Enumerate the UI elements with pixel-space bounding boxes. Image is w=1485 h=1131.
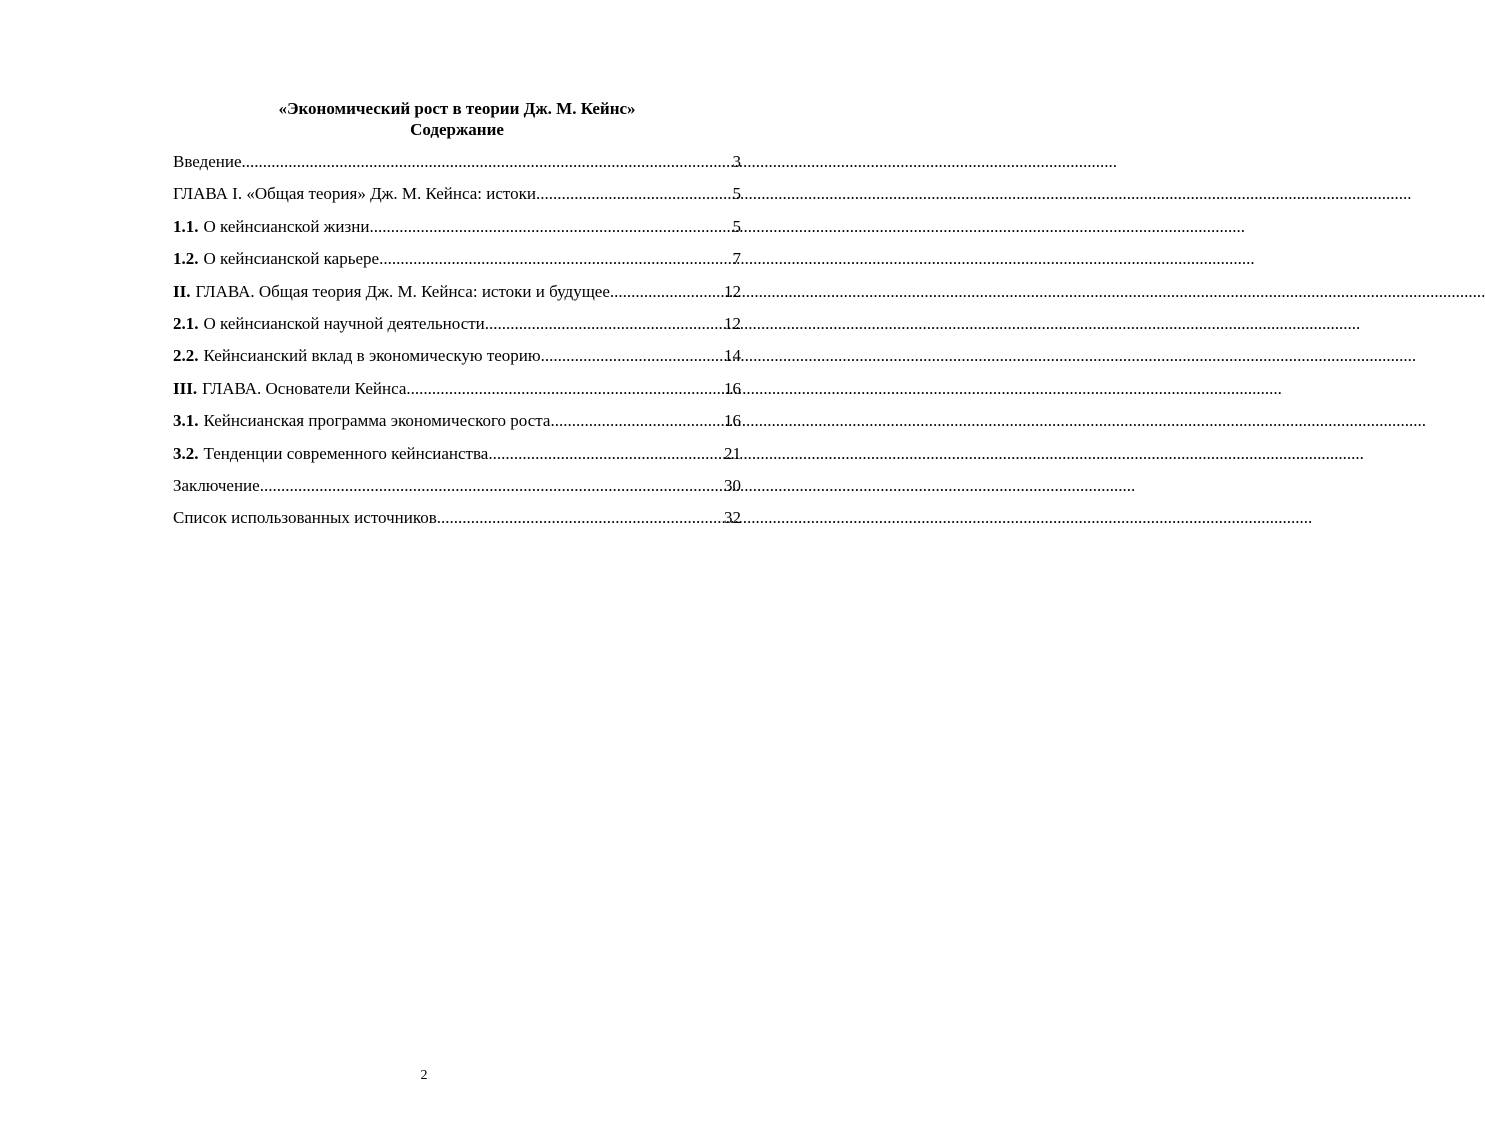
toc-entry[interactable] (173, 409, 741, 441)
toc-entry[interactable] (173, 247, 741, 279)
toc-entry-page: 12 (724, 281, 741, 301)
toc-entry-title: Кейнсианский вклад в экономическую теорию (203, 346, 541, 366)
toc-entry-number: II. (173, 281, 191, 301)
toc-dot-leader (437, 506, 724, 530)
toc-heading: Содержание (410, 120, 504, 139)
toc-entry-title: О кейнсианской жизни (203, 216, 370, 236)
toc-entry-title: ГЛАВА I. «Общая теория» Дж. М. Кейнса: истоки (173, 184, 536, 204)
toc-entry-page: 3 (732, 152, 741, 171)
toc-entry-title: Кейнсианская программа экономического роста (203, 411, 551, 431)
toc-entry-page: 5 (732, 216, 741, 236)
toc-dot-leader (536, 182, 733, 206)
toc-entry[interactable] (173, 506, 741, 538)
toc-entry-page: 16 (724, 411, 741, 431)
toc-entry-page: 16 (724, 378, 741, 398)
toc-dot-leader (485, 312, 724, 336)
toc-dot-leader (550, 409, 724, 433)
toc-dot-leader (379, 247, 732, 271)
toc-entry[interactable] (173, 377, 741, 409)
toc-entry[interactable] (173, 182, 741, 214)
toc-entry-page: 30 (724, 475, 741, 495)
toc-dot-leader (488, 442, 724, 466)
toc-entry-page: 12 (724, 313, 741, 333)
toc-entry[interactable] (173, 344, 741, 376)
toc-entry-title: О кейнсианской карьере (203, 249, 380, 269)
document-header (173, 98, 741, 140)
toc-entry-number: III. (173, 378, 198, 398)
toc-entry-title: Тенденции современного кейнсианства (203, 443, 489, 463)
toc-entry-number: 3.2. (173, 443, 199, 463)
toc-entry-number: 1.1. (173, 216, 199, 236)
toc-entry-page: 7 (732, 249, 741, 269)
toc-entry-title: О кейнсианской научной деятельности (203, 313, 485, 333)
document-title: «Экономический рост в теории Дж. М. Кейнс» (278, 99, 636, 118)
toc-entry-page: 5 (732, 184, 741, 204)
toc-entry-page: 21 (724, 443, 741, 463)
toc-entry-page: 14 (724, 346, 741, 366)
toc-entry[interactable] (173, 280, 741, 312)
toc-entry-page: 32 (724, 508, 741, 528)
toc-dot-leader (369, 215, 732, 239)
toc-entry[interactable] (173, 312, 741, 344)
toc-entry-number: 1.2. (173, 249, 199, 269)
page-number: 2 (420, 1068, 428, 1083)
toc-dot-leader (242, 150, 733, 174)
toc-entry-title: Введение (173, 152, 242, 171)
toc-entry[interactable] (173, 474, 741, 506)
toc-entry[interactable] (173, 215, 741, 247)
toc-dot-leader (610, 280, 724, 304)
toc-entry-title: ГЛАВА. Общая теория Дж. М. Кейнса: истоки и будущее (195, 281, 610, 301)
toc-entry-number: 3.1. (173, 411, 199, 431)
toc-entry-number: 2.1. (173, 313, 199, 333)
toc-entry-title: Заключение (173, 475, 260, 495)
toc-entry[interactable] (173, 442, 741, 474)
toc-entry-title: ГЛАВА. Основатели Кейнса (202, 378, 407, 398)
toc-dot-leader (260, 474, 724, 498)
table-of-contents (173, 150, 741, 539)
toc-entry-title: Список использованных источников (173, 508, 437, 528)
toc-dot-leader (541, 344, 724, 368)
toc-entry[interactable] (173, 150, 741, 182)
toc-entry-number: 2.2. (173, 346, 199, 366)
toc-dot-leader (406, 377, 724, 401)
